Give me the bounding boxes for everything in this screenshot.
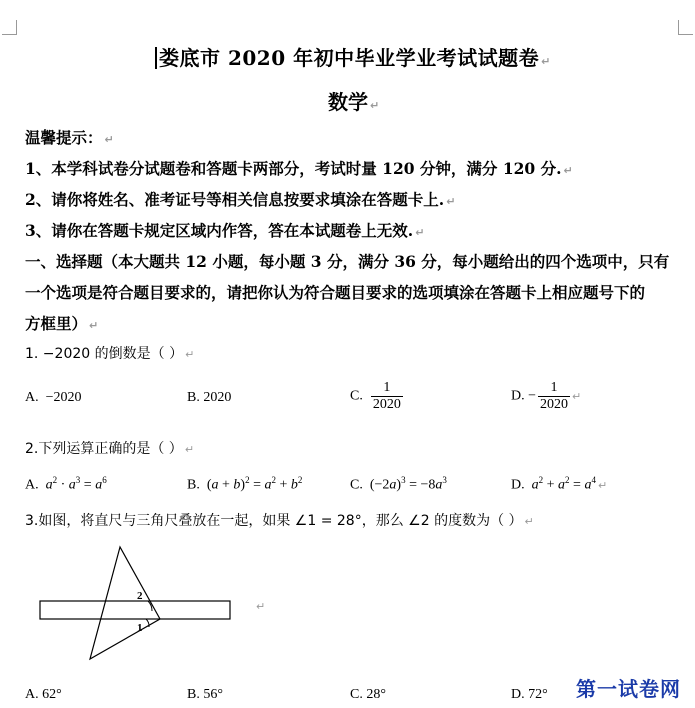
paragraph-mark: ↵ — [184, 443, 195, 456]
option-label: D. — [511, 388, 525, 404]
question-2-stem — [25, 438, 194, 458]
subject-text: 数学 — [328, 90, 368, 114]
paragraph-mark: ↵ — [89, 319, 99, 332]
fraction-numerator: 1 — [550, 380, 558, 395]
paragraph-mark: ↵ — [563, 164, 573, 177]
option-label: B. — [187, 477, 200, 493]
q3-option-a: A. 62° — [25, 687, 62, 702]
fraction-denominator: 2020 — [372, 397, 401, 412]
paragraph-mark: ↵ — [597, 478, 608, 492]
fraction-numerator: 1 — [383, 380, 391, 395]
option-label: A. — [25, 390, 39, 405]
fraction — [371, 380, 403, 413]
option-label: D. — [511, 477, 525, 493]
q3-option-c: C. 28° — [350, 687, 386, 702]
paragraph-mark: ↵ — [541, 55, 551, 68]
page-corner-mark-left — [2, 20, 17, 35]
question-stem-text: 2.下列运算正确的是（ ） — [25, 441, 183, 457]
exam-title-text: 娄底市 2020 年初中毕业学业考试试题卷 — [159, 46, 540, 70]
q1-option-b — [187, 390, 231, 406]
question-stem-text: 1. −2020 的倒数是（ ） — [25, 346, 184, 362]
text-cursor — [155, 47, 157, 69]
option-label: C. — [350, 477, 363, 493]
question-1-stem — [25, 343, 194, 363]
q1-option-c — [350, 380, 403, 413]
q2-option-a: A. $a^2 \cdot a^3 = a^6$ — [25, 475, 107, 493]
section-heading-line-3 — [25, 312, 98, 334]
notice-item-2 — [25, 188, 455, 210]
angle-1-label: 1 — [137, 622, 143, 634]
q1-option-d — [511, 380, 581, 413]
notice-item-text: 2、请你将姓名、准考证号等相关信息按要求填涂在答题卡上. — [25, 190, 445, 209]
angle-2-label: 2 — [137, 590, 143, 602]
fraction-denominator: 2020 — [540, 397, 569, 412]
option-label: B. — [187, 390, 200, 405]
option-value: −2020 — [45, 390, 82, 405]
paragraph-mark: ↵ — [370, 99, 380, 112]
notice-heading — [25, 126, 114, 148]
paragraph-mark: ↵ — [104, 133, 114, 146]
q2-option-d: D. $a^2 + a^2 = a^4$ ↵ — [511, 475, 608, 493]
paragraph-mark: ↵ — [256, 600, 266, 613]
paragraph-mark: ↵ — [572, 390, 582, 403]
ruler-triangle-figure — [36, 543, 236, 663]
notice-item-1 — [25, 157, 573, 179]
section-text: 一个选项是符合题目要求的，请把你认为符合题目要求的选项填涂在答题卡上相应题号下的 — [25, 283, 646, 302]
paragraph-mark: ↵ — [446, 195, 456, 208]
question-3-stem — [25, 510, 534, 530]
site-watermark-logo: 第一试卷网 — [576, 677, 681, 701]
paragraph-mark: ↵ — [524, 515, 534, 528]
page-corner-mark-right — [678, 20, 693, 35]
section-text: 一、选择题（本大题共 12 小题，每小题 3 分，满分 36 分，每小题给出的四个选项中，只有 — [25, 252, 670, 271]
notice-heading-text: 温馨提示： — [25, 128, 103, 147]
option-label: C. — [350, 388, 363, 404]
notice-item-3 — [25, 219, 424, 241]
option-label: A. — [25, 477, 39, 493]
q2-option-b: B. $(a + b)^2 = a^2 + b^2$ — [187, 475, 303, 493]
exam-title — [155, 42, 551, 71]
q3-option-d: D. 72° — [511, 687, 548, 702]
fraction — [538, 380, 570, 413]
notice-item-text: 3、请你在答题卡规定区域内作答，答在本试题卷上无效. — [25, 221, 414, 240]
notice-item-text: 1、本学科试卷分试题卷和答题卡两部分，考试时量 120 分钟，满分 120 分. — [25, 159, 562, 178]
q3-option-b: B. 56° — [187, 687, 223, 702]
section-heading-line-1 — [25, 250, 669, 272]
q1-option-a — [25, 390, 82, 406]
ruler-shape — [40, 601, 230, 619]
option-value: 2020 — [203, 390, 232, 405]
paragraph-mark: ↵ — [185, 348, 195, 361]
section-text: 方框里） — [25, 314, 88, 333]
subject-title — [328, 86, 379, 115]
question-stem-text: 3.如图，将直尺与三角尺叠放在一起，如果 ∠1 = 28°，那么 ∠2 的度数为（ ） — [25, 513, 523, 529]
paragraph-mark: ↵ — [415, 226, 425, 239]
minus-sign: − — [528, 388, 537, 404]
section-heading-line-2 — [25, 281, 645, 303]
q2-option-c: C. $(-2a)^3 = -8a^3$ — [350, 475, 447, 493]
